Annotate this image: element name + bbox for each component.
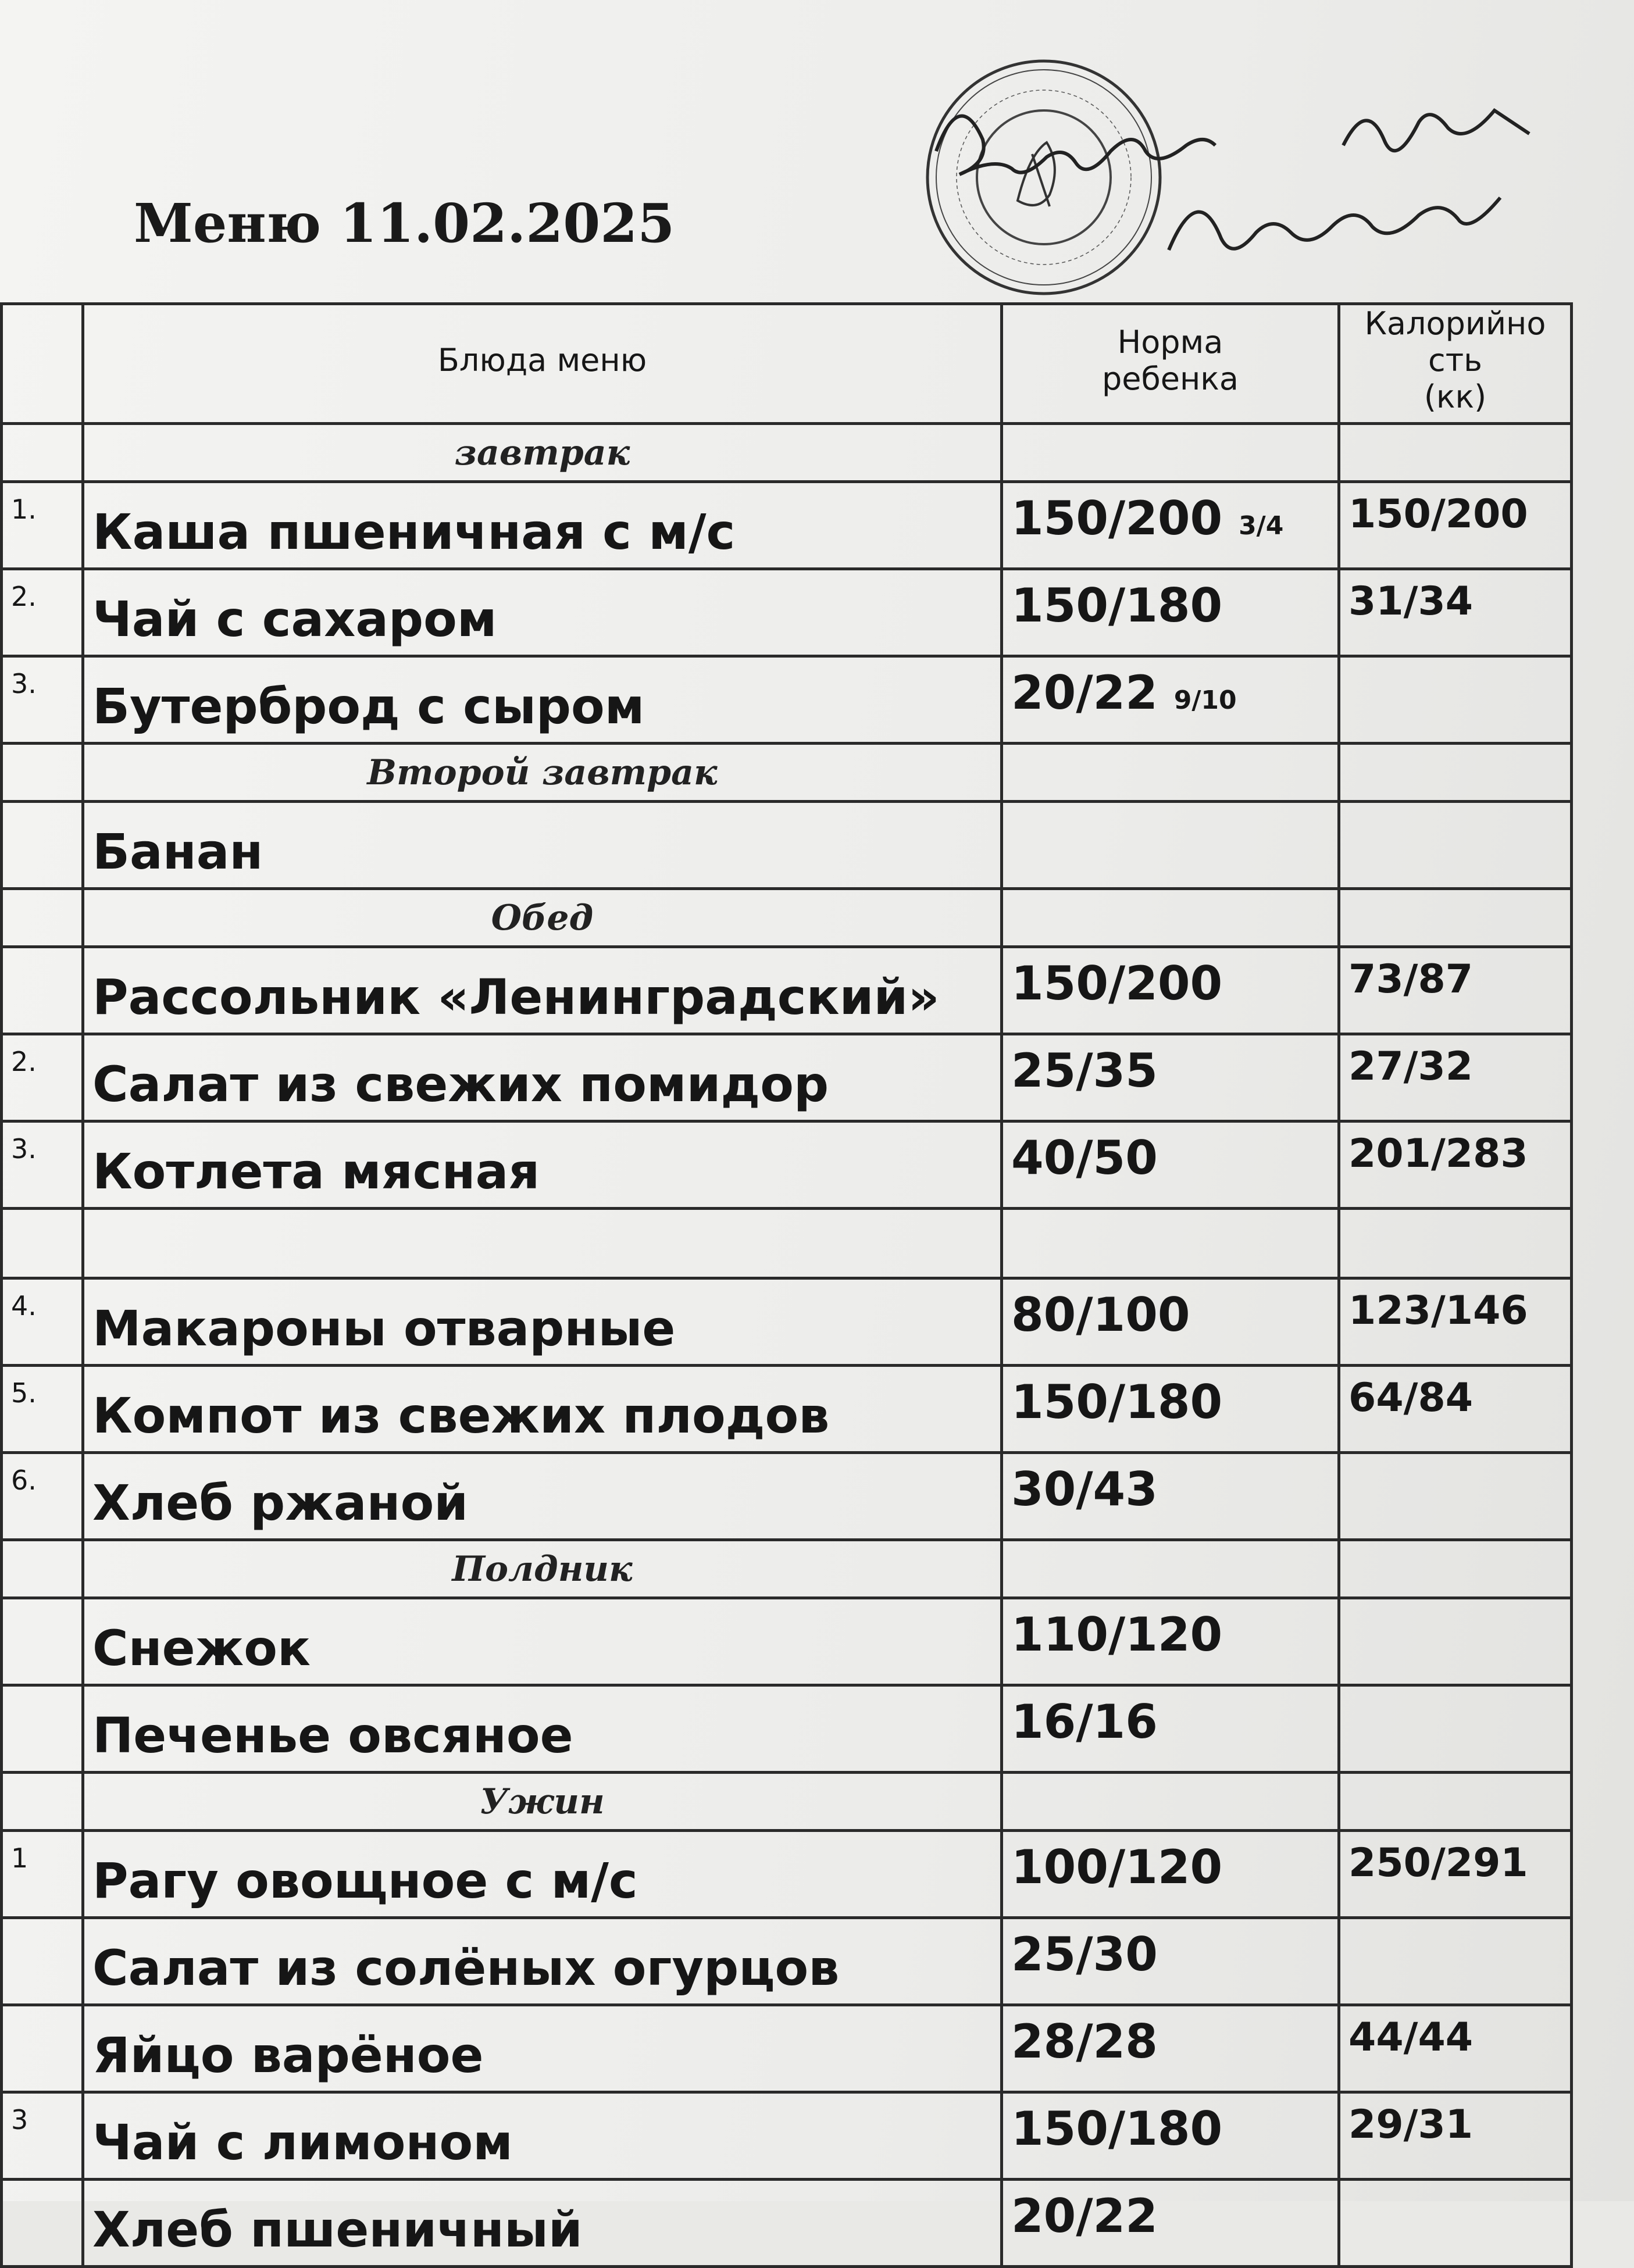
calorie-value: 44/44 bbox=[1339, 2005, 1572, 2092]
norm-amount: 25/35 bbox=[1011, 1044, 1158, 1098]
section-row bbox=[2, 1773, 1572, 1831]
row-number bbox=[2, 2005, 83, 2092]
calorie-value bbox=[1339, 1453, 1572, 1540]
section-snack: Полдник bbox=[83, 1540, 1002, 1598]
norm-note: 3/4 bbox=[1239, 511, 1284, 541]
calorie-value: 27/32 bbox=[1339, 1034, 1572, 1122]
norm-value bbox=[1002, 802, 1339, 889]
norm-value bbox=[1002, 1831, 1339, 1918]
norm-value bbox=[1002, 1034, 1339, 1122]
calorie-value bbox=[1339, 802, 1572, 889]
menu-row bbox=[2, 1122, 1572, 1209]
calorie-value bbox=[1339, 2180, 1572, 2267]
header-calories-line3: (кк) bbox=[1423, 378, 1487, 415]
dish-name: Хлеб ржаной bbox=[83, 1453, 1002, 1540]
calorie-value: 73/87 bbox=[1339, 947, 1572, 1034]
row-number: 5. bbox=[2, 1366, 83, 1453]
section-row bbox=[2, 889, 1572, 947]
dish-name: Рассольник «Ленинградский» bbox=[83, 947, 1002, 1034]
section-lunch: Обед bbox=[83, 889, 1002, 947]
norm-amount: 150/180 bbox=[1011, 1375, 1223, 1429]
menu-row bbox=[2, 1918, 1572, 2005]
row-number bbox=[2, 1685, 83, 1773]
header-norm bbox=[1002, 304, 1339, 424]
row-number: 3. bbox=[2, 656, 83, 744]
menu-row bbox=[2, 656, 1572, 744]
norm-value bbox=[1002, 1122, 1339, 1209]
calorie-value: 150/200 bbox=[1339, 482, 1572, 569]
menu-row bbox=[2, 1453, 1572, 1540]
dish-name: Бутерброд с сыром bbox=[83, 656, 1002, 744]
row-number bbox=[2, 947, 83, 1034]
menu-row bbox=[2, 2092, 1572, 2180]
menu-row bbox=[2, 569, 1572, 656]
norm-value bbox=[1002, 2180, 1339, 2267]
norm-amount: 110/120 bbox=[1011, 1608, 1223, 1662]
norm-value bbox=[1002, 1918, 1339, 2005]
menu-row bbox=[2, 947, 1572, 1034]
breakfast-rows bbox=[2, 482, 1572, 744]
menu-row bbox=[2, 1598, 1572, 1685]
row-number bbox=[2, 802, 83, 889]
dish-name: Каша пшеничная с м/с bbox=[83, 482, 1002, 569]
norm-amount: 16/16 bbox=[1011, 1695, 1158, 1749]
menu-row bbox=[2, 1366, 1572, 1453]
menu-row bbox=[2, 1034, 1572, 1122]
norm-value bbox=[1002, 656, 1339, 744]
lunch-rows-a bbox=[2, 947, 1572, 1209]
dish-name: Банан bbox=[83, 802, 1002, 889]
norm-value bbox=[1002, 1685, 1339, 1773]
norm-note: 9/10 bbox=[1173, 685, 1237, 715]
norm-value bbox=[1002, 947, 1339, 1034]
calorie-value: 250/291 bbox=[1339, 1831, 1572, 1918]
header-calories-line1: Калорийно bbox=[1364, 305, 1546, 342]
dish-name: Снежок bbox=[83, 1598, 1002, 1685]
norm-amount: 28/28 bbox=[1011, 2015, 1158, 2069]
section-row bbox=[2, 744, 1572, 802]
calorie-value: 201/283 bbox=[1339, 1122, 1572, 1209]
norm-amount: 30/43 bbox=[1011, 1462, 1158, 1516]
norm-amount: 150/200 bbox=[1011, 491, 1223, 545]
dish-name: Хлеб пшеничный bbox=[83, 2180, 1002, 2267]
section-breakfast: завтрак bbox=[83, 424, 1002, 482]
row-number bbox=[2, 1598, 83, 1685]
header-num bbox=[2, 304, 83, 424]
header-norm-line1: Норма bbox=[1117, 323, 1223, 360]
menu-row bbox=[2, 482, 1572, 569]
dish-name: Яйцо варёное bbox=[83, 2005, 1002, 2092]
calorie-value: 29/31 bbox=[1339, 2092, 1572, 2180]
table-header-row bbox=[2, 304, 1572, 424]
dish-name: Макароны отварные bbox=[83, 1278, 1002, 1366]
header-norm-line2: ребенка bbox=[1101, 360, 1239, 397]
norm-amount: 80/100 bbox=[1011, 1288, 1190, 1342]
menu-row bbox=[2, 2180, 1572, 2267]
row-number: 3. bbox=[2, 1122, 83, 1209]
norm-amount: 20/22 bbox=[1011, 666, 1158, 720]
calorie-value: 31/34 bbox=[1339, 569, 1572, 656]
page-title: Меню 11.02.2025 bbox=[134, 192, 675, 255]
norm-value bbox=[1002, 2092, 1339, 2180]
dish-name: Компот из свежих плодов bbox=[83, 1366, 1002, 1453]
row-number bbox=[2, 1918, 83, 2005]
norm-amount: 150/180 bbox=[1011, 2102, 1223, 2156]
row-number: 6. bbox=[2, 1453, 83, 1540]
row-number: 2. bbox=[2, 1034, 83, 1122]
calorie-value bbox=[1339, 1598, 1572, 1685]
norm-amount: 150/200 bbox=[1011, 956, 1223, 1010]
section-second-breakfast: Второй завтрак bbox=[83, 744, 1002, 802]
calorie-value: 64/84 bbox=[1339, 1366, 1572, 1453]
norm-value bbox=[1002, 1366, 1339, 1453]
lunch-rows-b bbox=[2, 1278, 1572, 1540]
menu-row bbox=[2, 1278, 1572, 1366]
dish-name: Чай с сахаром bbox=[83, 569, 1002, 656]
dish-name: Чай с лимоном bbox=[83, 2092, 1002, 2180]
row-number: 1 bbox=[2, 1831, 83, 1918]
dish-name: Печенье овсяное bbox=[83, 1685, 1002, 1773]
norm-value bbox=[1002, 1453, 1339, 1540]
calorie-value bbox=[1339, 656, 1572, 744]
row-number: 4. bbox=[2, 1278, 83, 1366]
header-dishes: Блюда меню bbox=[83, 304, 1002, 424]
calorie-value bbox=[1339, 1918, 1572, 2005]
norm-amount: 150/180 bbox=[1011, 578, 1223, 633]
norm-value bbox=[1002, 482, 1339, 569]
row-number: 3 bbox=[2, 2092, 83, 2180]
norm-amount: 25/30 bbox=[1011, 1927, 1158, 1981]
norm-amount: 100/120 bbox=[1011, 1840, 1223, 1894]
dish-name: Салат из свежих помидор bbox=[83, 1034, 1002, 1122]
calorie-value bbox=[1339, 1685, 1572, 1773]
dish-name: Рагу овощное с м/с bbox=[83, 1831, 1002, 1918]
row-number bbox=[2, 2180, 83, 2267]
norm-value bbox=[1002, 569, 1339, 656]
section-row bbox=[2, 424, 1572, 482]
menu-row bbox=[2, 1831, 1572, 1918]
menu-row bbox=[2, 802, 1572, 889]
norm-value bbox=[1002, 1598, 1339, 1685]
menu-row bbox=[2, 1685, 1572, 1773]
row-number: 2. bbox=[2, 569, 83, 656]
section-row bbox=[2, 1540, 1572, 1598]
snack-rows bbox=[2, 1598, 1572, 1773]
handwritten-signature bbox=[925, 81, 1593, 273]
second-breakfast-rows bbox=[2, 802, 1572, 889]
menu-row bbox=[2, 2005, 1572, 2092]
section-dinner: Ужин bbox=[83, 1773, 1002, 1831]
header-calories bbox=[1339, 304, 1572, 424]
norm-value bbox=[1002, 2005, 1339, 2092]
dish-name: Котлета мясная bbox=[83, 1122, 1002, 1209]
dinner-rows bbox=[2, 1831, 1572, 2267]
menu-table bbox=[0, 302, 1573, 2268]
calorie-value: 123/146 bbox=[1339, 1278, 1572, 1366]
empty-row bbox=[2, 1209, 1572, 1278]
row-number: 1. bbox=[2, 482, 83, 569]
norm-value bbox=[1002, 1278, 1339, 1366]
norm-amount: 40/50 bbox=[1011, 1131, 1158, 1185]
header-calories-line2: сть bbox=[1428, 342, 1482, 378]
dish-name: Салат из солёных огурцов bbox=[83, 1918, 1002, 2005]
norm-amount: 20/22 bbox=[1011, 2189, 1158, 2243]
